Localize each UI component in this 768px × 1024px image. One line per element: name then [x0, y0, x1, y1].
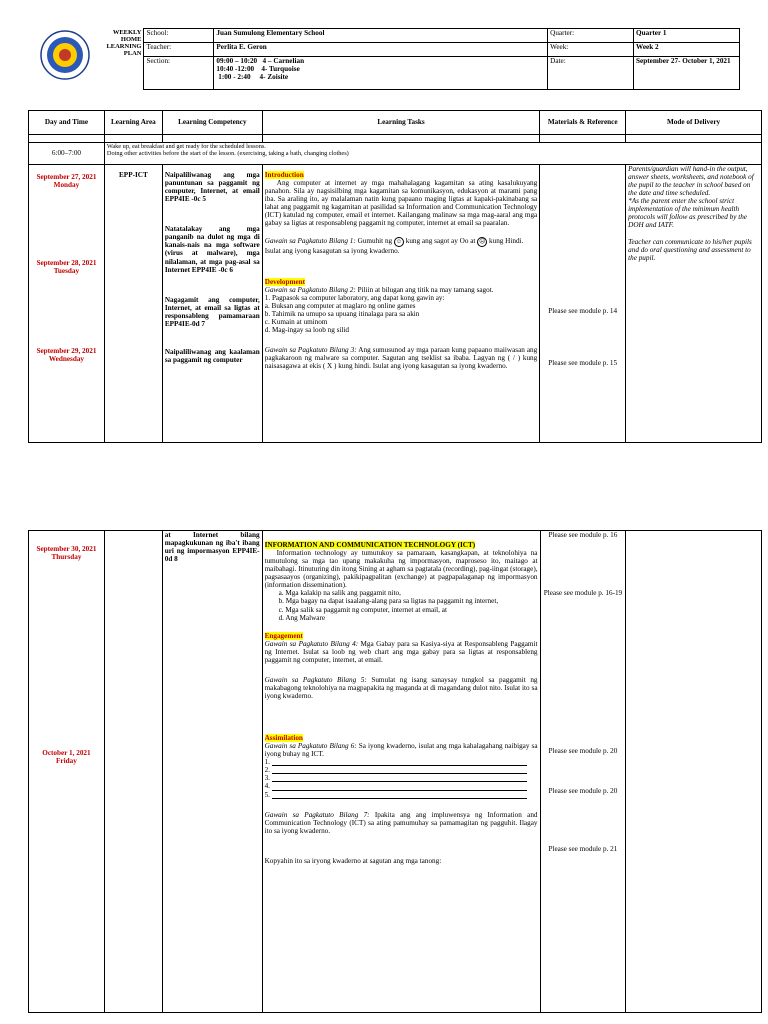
- competency-2: Natatalakay ang mga panganib na dulot ng mga di kanais-nais na mga software (virus at malware), mga nilalaman, at mga pag-asal sa Internet EPP4IE -0c 6: [164, 225, 260, 274]
- reference-cell-page2: [540, 531, 626, 1013]
- col-learning-area: Learning Area: [104, 111, 162, 135]
- gawain-2: Gawain sa Pagkatuto Bilang 2: Piliin at bilugan ang titik na may tamang sagot.: [264, 285, 494, 294]
- reference-p16: Please see module p. 16: [548, 531, 618, 539]
- answer-line-1[interactable]: [272, 759, 527, 766]
- plan-title: WEEKLY HOME LEARNING PLAN: [100, 29, 144, 90]
- reference-p20-b: Please see module p. 20: [548, 787, 618, 796]
- school-value: Juan Sumulong Elementary School: [214, 29, 548, 43]
- copy-instruction: Kopyahin ito sa iryong kwaderno at sagutan ang mga tanong:: [264, 856, 442, 865]
- reference-p16-19: Please see module p. 16-19: [543, 589, 623, 598]
- teacher-value: Perlita E. Geron: [214, 43, 548, 57]
- competency-1: Naipaliliwanag ang mga panuntunan sa paggamit ng computer, Internet, at email EPP4IE -0c 5: [164, 171, 260, 204]
- ict-heading: INFORMATION AND COMMUNICATION TECHNOLOGY (ICT): [264, 541, 476, 549]
- competency-cell-page2: at Internet bilang mapagkukunan ng iba't ibang uri ng impormasyon EPP4IE-0d 8: [162, 531, 262, 1013]
- date-label: Date:: [548, 57, 634, 90]
- page1-days-cell: [29, 165, 105, 443]
- day-tuesday: September 28, 2021 Tuesday: [36, 259, 97, 276]
- col-learning-competency: Learning Competency: [162, 111, 262, 135]
- learning-tasks-cell-page2: [262, 531, 540, 1013]
- day-monday: September 27, 2021 Monday: [36, 173, 97, 190]
- day-wednesday: September 29, 2021 Wednesday: [36, 347, 97, 364]
- gawain-5: Gawain sa Pagkatuto Bilang 5: Sumulat ng isang sanaysay tungkol sa paggamit ng makabagong teknolohiya na magpapakita ng maganda at di magandang dulot nito. Isulat ito sa iyong kwaderno.: [264, 675, 538, 700]
- sad-face-icon: ☹: [479, 239, 486, 246]
- learning-area-cell-page2: [104, 531, 162, 1013]
- gawain-4: Gawain sa Pagkatuto Bilang 4: Mga Gabay para sa Kasiya-siya at Responsableng Paggamit ng Internet. Isulat sa loob ng web chart ang mga gabay para sa ligtas at responsableng paggamit ng computer, internet, at email.: [264, 639, 538, 664]
- answer-line-2[interactable]: [272, 767, 527, 774]
- reference-p21: Please see module p. 21: [548, 845, 618, 854]
- section-value: 09:00 – 10:20 4 – Carnelian 10:40 -12:00 4- Turquoise 1:00 - 2:40 4- Zoisite: [214, 57, 548, 90]
- smiley-icon: ☺: [395, 239, 402, 246]
- section-label: Section:: [144, 57, 214, 90]
- page2-days-cell: [29, 531, 105, 1013]
- mode-of-delivery-cell: Parents/guardian will hand-in the output, answer sheets, worksheets, and notebook of the pupil to the teacher in school based on the date and time scheduled. *As the parent enter the school strict implementation of the minimum health protocols will follow as prescribed by the DOH and IATF. Teacher can communicate to his/her pupils and do oral questioning and assessment to the pupil.: [626, 165, 762, 443]
- document-page-1: [0, 0, 768, 470]
- engagement-heading: Engagement: [264, 631, 303, 640]
- reference-p20-a: Please see module p. 20: [548, 747, 618, 756]
- date-value: September 27- October 1, 2021: [634, 57, 740, 90]
- ict-text: Information technology ay tumutukoy sa pamaraan, kasangkapan, at teknolohiya na tumutulong sa mga tao upang makakuha ng impormasyon, maproseso ito, maitago at maibahagi. Itinuturing din itong Sining at agham sa pagtatala (recording), pag-iingat (storage), pagsasaayos (organizing), pakikipagpalitan (exchange) at pagpapalaganap ng impormasyon (information dissemination).: [264, 549, 538, 590]
- gawain-6: Gawain sa Pagkatuto Bilang 6: Sa iyong kwaderno, isulat ang mga kahalagahang naibigay sa iyong buhay ng ICT.: [264, 742, 538, 759]
- col-mode-of-delivery: Mode of Delivery: [626, 111, 762, 135]
- reference-p14: Please see module p. 14: [548, 307, 618, 315]
- learning-area-cell: EPP-ICT: [104, 165, 162, 443]
- plan-table-page-2: [28, 530, 762, 1013]
- ict-list: a. Mga kalakip na salik ang paggamit nito, b. Mga bagay na dapat isaalang-alang para sa ligtas na paggamit ng internet, c. Mga salik sa paggamit ng computer, internet at email, at d. Ang Malware: [278, 589, 499, 622]
- gawain-3: Gawain sa Pagkatuto Bilang 3: Ang sumusunod ay mga paraan kung papaano maiiwasan ang pagkakaroon ng malware sa computer. Sagutan ang tseklist sa ibaba. Lagyan ng ( / ) kung naisasagawa at ekis ( X ) kung hindi. Isulat ang iyong kasagutan sa iyong kwaderno.: [264, 345, 538, 371]
- teacher-label: Teacher:: [144, 43, 214, 57]
- assimilation-heading: Assimilation: [264, 734, 303, 743]
- routine-text: Wake up, eat breakfast and get ready for the scheduled lessons. Doing other activities before the start of the lesson. (exercising, taking a bath, changing clothes): [104, 143, 761, 165]
- learning-tasks-cell-page1: [262, 165, 540, 443]
- gawain-7: Gawain sa Pagkatuto Bilang 7: Ipakita ang ang impluwensya ng Information and Communication Technology (ICT) sa ating pamumuhay sa pamamagitan ng pagguhit. Ilagay ito sa iyong kwaderno.: [264, 810, 538, 835]
- quarter-value: Quarter 1: [634, 29, 740, 43]
- competency-4: Naipaliliwanag ang kaalaman sa paggamit ng computer: [164, 347, 260, 364]
- gawain-1: Gawain sa Pagkatuto Bilang 1: Gumuhit ng ☺ kung ang sagot ay Oo at ☹ kung Hindi. Isulat ang iyong kasagutan sa iyong kwaderno.: [264, 237, 524, 256]
- routine-time: 6:00–7:00: [29, 143, 105, 165]
- week-label: Week:: [548, 43, 634, 57]
- day-thursday: September 30, 2021 Thursday: [36, 545, 97, 562]
- week-value: Week 2: [634, 43, 740, 57]
- school-label: School:: [144, 29, 214, 43]
- header-table: [100, 28, 740, 90]
- reference-p15: Please see module p. 15: [548, 359, 618, 368]
- col-day-time: Day and Time: [29, 111, 105, 135]
- col-materials-reference: Materials & Reference: [540, 111, 626, 135]
- day-friday: October 1, 2021 Friday: [42, 749, 91, 766]
- mode-of-delivery-cell-page2: [626, 531, 762, 1013]
- answer-line-5[interactable]: [272, 792, 527, 799]
- plan-table-page-1: [28, 110, 762, 443]
- introduction-heading: Introduction: [264, 171, 304, 179]
- competency-3: Nagagamit ang computer, Internet, at email sa ligtas at responsableng pamamaraan EPP4IE-0d 7: [164, 295, 260, 328]
- reference-cell-page1: [540, 165, 626, 443]
- development-heading: Development: [264, 277, 306, 286]
- deped-seal-logo: [40, 30, 90, 80]
- answer-blanks: 1. 2. 3. 4. 5.: [265, 758, 538, 798]
- introduction-text: Ang computer at internet ay mga mahahalagang kagamitan sa ating kasalukuyang panahon. Sila ay nagsisilbing mga kagamitan sa komunikasyon, edukasyon at marami pang iba. Sa araling ito, ay malalaman natin kung papaano maging ligtas at kapaki-pakinabang sa lahat ang paggamit ng kagamitan at pasilidad sa Information and Communication Technology (ICT) katulad ng computer, email et internet. Kailangang malinaw sa mga mag-aaral ang mga gabay sa ligtas at responsableng paggamit ng computer, internet at email sa paaralan.: [264, 179, 538, 228]
- quarter-label: Quarter:: [548, 29, 634, 43]
- competency-cell-page1: [162, 165, 262, 443]
- col-learning-tasks: Learning Tasks: [262, 111, 540, 135]
- question-list: 1. Pagpasok sa computer laboratory, ang dapat kong gawin ay: a. Buksan ang computer at maglaro ng online games b. Tahimik na umupo sa upuang itinalaga para sa akin c. Kumain at uminom d. Mag-ingay sa loob ng silid: [264, 293, 445, 334]
- answer-line-3[interactable]: [272, 775, 527, 782]
- document-page-2: [0, 520, 768, 1024]
- answer-line-4[interactable]: [272, 784, 527, 791]
